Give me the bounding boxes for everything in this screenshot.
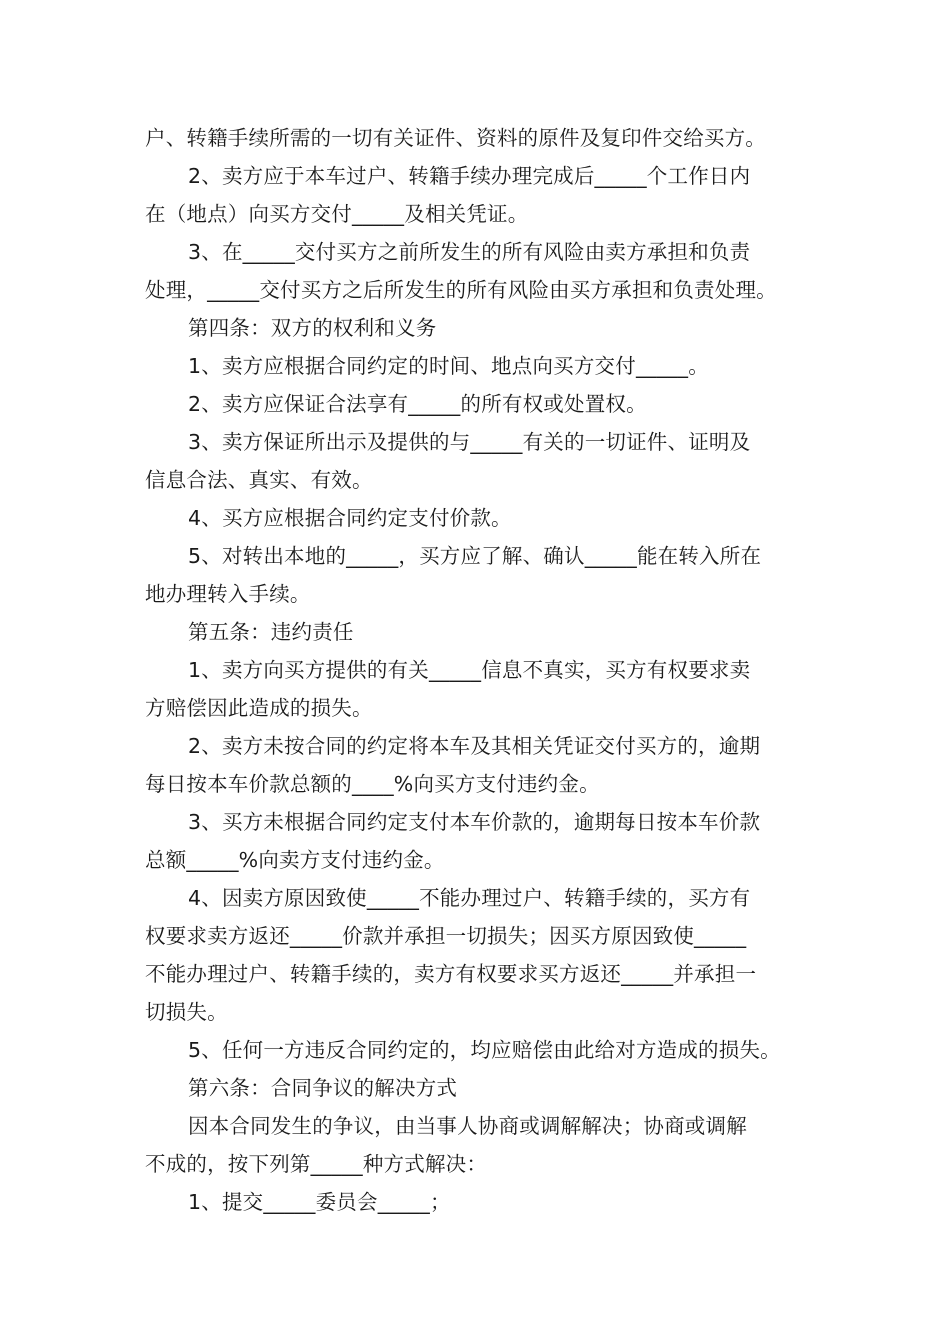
text-line: 1、提交_____委员会_____；	[188, 1190, 451, 1214]
text-line: 每日按本车价款总额的____%向买方支付违约金。	[145, 772, 600, 796]
text-line: 处理，_____交付买方之后所发生的所有风险由买方承担和负责处理。	[145, 278, 777, 302]
text-line: 1、卖方向买方提供的有关_____信息不真实，买方有权要求卖	[188, 658, 751, 682]
text-line: 1、卖方应根据合同约定的时间、地点向买方交付_____。	[188, 354, 709, 378]
text-line: 2、卖方未按合同的约定将本车及其相关凭证交付买方的，逾期	[188, 734, 761, 758]
text-line: 在（地点）向买方交付_____及相关凭证。	[145, 202, 529, 226]
text-line: 切损失。	[145, 1000, 228, 1024]
text-line: 3、买方未根据合同约定支付本车价款的，逾期每日按本车价款	[188, 810, 761, 834]
text-line: 5、对转出本地的_____，买方应了解、确认_____能在转入所在	[188, 544, 762, 568]
text-line: 地办理转入手续。	[145, 582, 311, 606]
document-body	[145, 119, 825, 1221]
text-line: 4、因卖方原因致使_____不能办理过户、转籍手续的，买方有	[188, 886, 751, 910]
text-line: 5、任何一方违反合同约定的，均应赔偿由此给对方造成的损失。	[188, 1038, 781, 1062]
text-line: 2、卖方应保证合法享有_____的所有权或处置权。	[188, 392, 647, 416]
text-line: 户、转籍手续所需的一切有关证件、资料的原件及复印件交给买方。	[145, 126, 766, 150]
text-line: 权要求卖方返还_____价款并承担一切损失；因买方原因致使_____	[145, 924, 747, 948]
section-heading: 第六条：合同争议的解决方式	[188, 1076, 458, 1100]
text-line: 3、卖方保证所出示及提供的与_____有关的一切证件、证明及	[188, 430, 751, 454]
text-line: 不能办理过户、转籍手续的，卖方有权要求买方返还_____并承担一	[145, 962, 757, 986]
section-heading: 第五条：违约责任	[188, 620, 354, 644]
text-line: 总额_____%向卖方支付违约金。	[145, 848, 445, 872]
text-line: 2、卖方应于本车过户、转籍手续办理完成后_____个工作日内	[188, 164, 751, 188]
text-line: 因本合同发生的争议，由当事人协商或调解解决；协商或调解	[188, 1114, 747, 1138]
text-line: 3、在_____交付买方之前所发生的所有风险由卖方承担和负责	[188, 240, 751, 264]
text-line: 不成的，按下列第_____种方式解决：	[145, 1152, 488, 1176]
text-line: 4、买方应根据合同约定支付价款。	[188, 506, 512, 530]
section-heading: 第四条：双方的权利和义务	[188, 316, 437, 340]
text-line: 信息合法、真实、有效。	[145, 468, 373, 492]
text-line: 方赔偿因此造成的损失。	[145, 696, 373, 720]
